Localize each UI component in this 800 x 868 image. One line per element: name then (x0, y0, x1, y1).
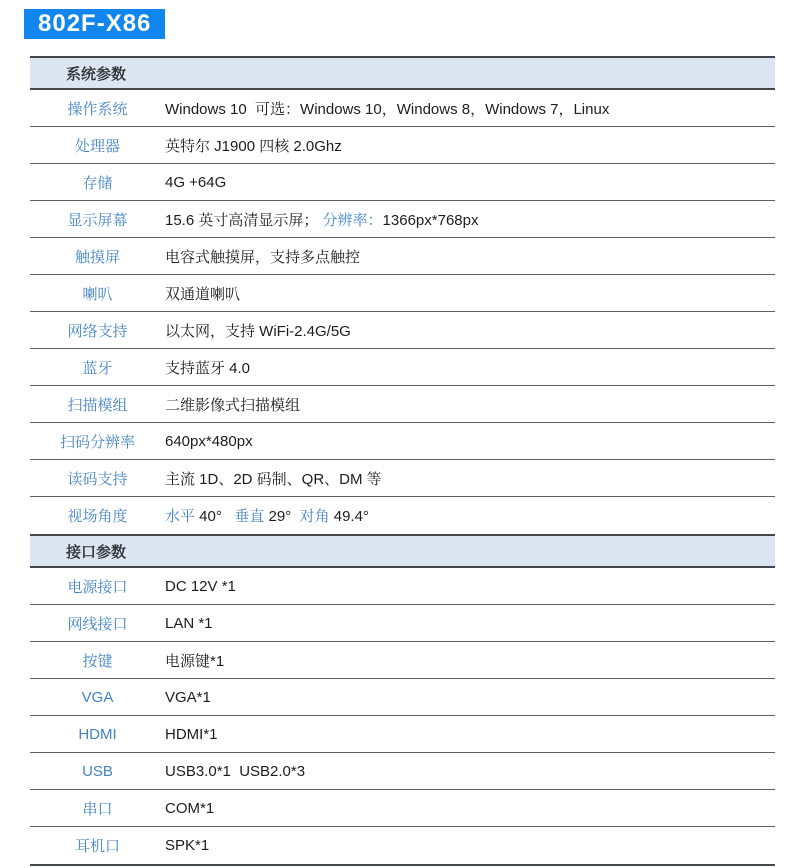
spec-label: 操作系统 (67, 100, 128, 118)
spec-value-text: 1366px*768px (382, 211, 479, 229)
spec-value-text: DC 12V *1 (165, 577, 236, 595)
spec-value-text: 支持蓝牙 4.0 (165, 359, 251, 377)
spec-row (30, 386, 775, 423)
product-title: 802F-X86 (38, 10, 152, 37)
spec-row (30, 642, 775, 679)
spec-value-accent: 分辨率： (318, 211, 383, 229)
spec-value (165, 357, 250, 378)
spec-label: 处理器 (74, 137, 120, 155)
spec-label: 显示屏幕 (67, 211, 128, 229)
spec-label: 触摸屏 (74, 248, 120, 266)
spec-value-text: 双通道喇叭 (165, 285, 241, 303)
spec-row (30, 568, 775, 605)
spec-value-accent: 水平 (165, 508, 200, 525)
spec-label: USB (82, 762, 113, 780)
spec-value (165, 98, 609, 119)
spec-label: 视场角度 (67, 508, 128, 525)
spec-row (30, 201, 775, 238)
spec-value-text: 电容式触摸屏，支持多点触控 (165, 248, 361, 266)
spec-value-text: LAN *1 (165, 614, 213, 632)
spec-value-text: Windows 10 可选：Windows 10，Windows 8，Windows 7，Linux (165, 100, 610, 118)
spec-label: 耳机口 (74, 838, 120, 855)
spec-value (165, 433, 253, 450)
spec-label: 蓝牙 (82, 359, 113, 377)
spec-section (30, 534, 775, 864)
spec-value (165, 246, 360, 267)
spec-value-text: VGA*1 (165, 688, 211, 706)
spec-value (165, 615, 213, 632)
section-header-label: 系统参数 (66, 65, 127, 83)
spec-value-text: 15.6 英寸高清显示屏； (165, 211, 319, 229)
product-title-badge (24, 9, 165, 39)
spec-value (165, 837, 209, 854)
spec-value-text: 主流 1D、2D 码制、QR、DM 等 (165, 470, 382, 488)
spec-value (165, 763, 305, 780)
spec-label: 按键 (82, 652, 113, 670)
spec-row (30, 238, 775, 275)
spec-row (30, 423, 775, 460)
spec-value (165, 394, 300, 415)
spec-row (30, 679, 775, 716)
section-header (30, 56, 775, 90)
spec-value-accent: 垂直 (234, 508, 269, 525)
spec-section (30, 56, 775, 534)
spec-value-text: COM*1 (165, 799, 215, 817)
spec-row (30, 790, 775, 827)
spec-value (165, 505, 369, 526)
spec-row (30, 164, 775, 201)
spec-value (165, 209, 478, 230)
section-header (30, 534, 775, 568)
spec-label: 扫描模组 (67, 396, 128, 414)
spec-value (165, 174, 226, 191)
spec-value-text: 电源键*1 (165, 652, 225, 670)
spec-row (30, 716, 775, 753)
spec-value-text: 40° (199, 508, 235, 525)
spec-value-text: USB3.0*1 USB2.0*3 (165, 762, 306, 780)
spec-label: VGA (81, 688, 114, 706)
spec-row (30, 312, 775, 349)
spec-label: 网络支持 (67, 322, 128, 340)
spec-label: 串口 (82, 800, 113, 818)
spec-value-text: 29° (268, 508, 300, 525)
spec-row (30, 127, 775, 164)
spec-value (165, 578, 236, 595)
spec-value (165, 283, 240, 304)
spec-label: 存储 (82, 174, 113, 192)
spec-value-text: SPK*1 (165, 837, 210, 854)
spec-value (165, 320, 351, 341)
spec-label: 喇叭 (82, 285, 113, 303)
spec-value-text: 二维影像式扫描模组 (165, 396, 301, 414)
spec-value-text: 以太网，支持 WiFi-2.4G/5G (165, 322, 351, 340)
spec-row (30, 275, 775, 312)
spec-value (165, 726, 218, 743)
spec-value-text: 49.4° (333, 508, 369, 525)
spec-value-text: HDMI*1 (165, 725, 218, 743)
spec-value (165, 650, 224, 671)
spec-row (30, 497, 775, 534)
spec-label: 电源接口 (67, 578, 128, 596)
spec-table (30, 56, 775, 866)
spec-label: 读码支持 (67, 470, 128, 488)
spec-value (165, 468, 382, 489)
spec-row (30, 827, 775, 864)
spec-value (165, 800, 214, 817)
spec-value-text: 英特尔 J1900 四核 2.0Ghz (165, 137, 342, 155)
spec-value-text: 4G +64G (165, 173, 227, 191)
spec-row (30, 460, 775, 497)
spec-row (30, 90, 775, 127)
spec-value-accent: 对角 (299, 508, 334, 525)
section-header-label: 接口参数 (66, 543, 127, 561)
spec-row (30, 605, 775, 642)
spec-row (30, 753, 775, 790)
spec-value-text: 640px*480px (165, 432, 253, 450)
spec-label: HDMI (78, 725, 117, 743)
spec-value (165, 135, 342, 156)
spec-label: 扫码分辨率 (59, 433, 135, 451)
spec-label: 网线接口 (67, 615, 128, 633)
spec-value (165, 689, 211, 706)
spec-row (30, 349, 775, 386)
